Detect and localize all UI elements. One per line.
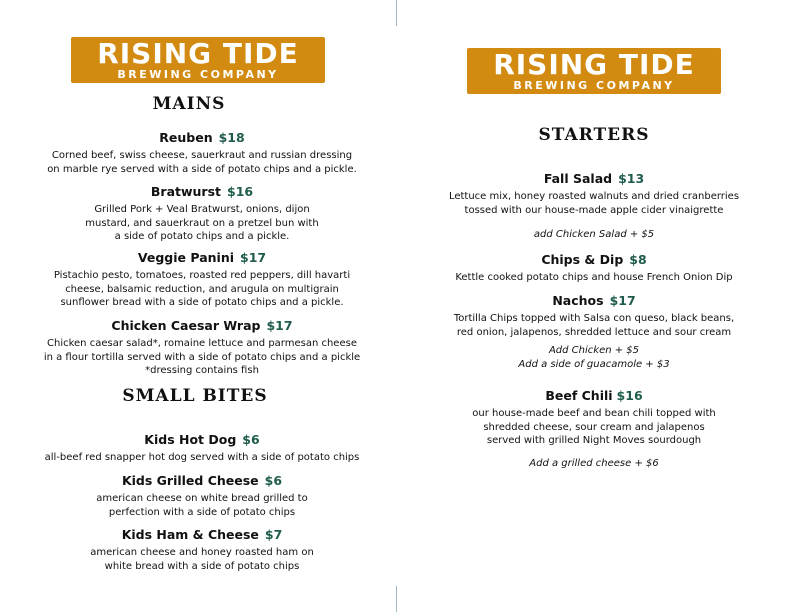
fold-line-top — [396, 0, 397, 26]
menu-item — [414, 388, 774, 448]
brand-logo — [71, 37, 325, 83]
menu-item — [22, 318, 382, 378]
section-title-small-bites: SMALL BITES — [122, 386, 268, 406]
menu-item — [414, 293, 774, 339]
brand-name: RISING TIDE — [97, 37, 299, 70]
item-name: Fall Salad — [543, 171, 613, 186]
item-price: $17 — [240, 250, 267, 265]
add-on-note: add Chicken Salad + $5 — [533, 229, 655, 240]
menu-item — [22, 130, 382, 176]
item-description: Grilled Pork + Veal Bratwurst, onions, dijon mustard, and sauerkraut on a pretzel bun with a side of potato chips and a pickle. — [85, 204, 319, 242]
brand-name: RISING TIDE — [493, 48, 695, 81]
item-price: $13 — [618, 171, 645, 186]
item-name: Chips & Dip — [541, 252, 624, 267]
item-description: Tortilla Chips topped with Salsa con queso, black beans, red onion, jalapenos, shredded lettuce and sour cream — [453, 313, 735, 338]
menu-item — [22, 250, 382, 310]
item-name: Bratwurst — [150, 184, 222, 199]
menu-item — [22, 527, 382, 573]
item-name: Kids Ham & Cheese — [121, 527, 259, 542]
item-description: our house-made beef and bean chili topped with shredded cheese, sour cream and jalapenos served with grilled Night Moves sourdough — [472, 408, 716, 446]
item-name: Beef Chili — [545, 388, 613, 403]
item-name: Reuben — [159, 130, 213, 145]
item-description: Kettle cooked potato chips and house French Onion Dip — [455, 272, 733, 283]
section-title-starters: STARTERS — [538, 125, 650, 145]
item-description: Corned beef, swiss cheese, sauerkraut and russian dressing on marble rye served with a side of potato chips and a pickle. — [47, 150, 357, 175]
item-price: $16 — [227, 184, 254, 199]
item-description: american cheese on white bread grilled to perfection with a side of potato chips — [96, 493, 308, 518]
menu-item — [22, 473, 382, 519]
item-price: $7 — [264, 527, 283, 542]
item-price: $18 — [218, 130, 245, 145]
item-description: Chicken caesar salad*, romaine lettuce and parmesan cheese in a flour tortilla served with a side of potato chips and a pickle *dressing contains fish — [43, 338, 361, 376]
brand-subtitle: BREWING COMPANY — [513, 79, 675, 92]
add-on-note: Add a grilled cheese + $6 — [529, 458, 659, 469]
item-description: all-beef red snapper hot dog served with a side of potato chips — [44, 452, 360, 463]
item-description: Lettuce mix, honey roasted walnuts and dried cranberries tossed with our house-made apple cider vinaigrette — [448, 191, 740, 216]
item-name: Chicken Caesar Wrap — [111, 318, 261, 333]
item-description: american cheese and honey roasted ham on white bread with a side of potato chips — [90, 547, 314, 572]
menu-item — [22, 432, 382, 465]
brand-subtitle: BREWING COMPANY — [117, 68, 279, 81]
item-name: Kids Hot Dog — [144, 432, 237, 447]
item-price: $17 — [609, 293, 636, 308]
item-price: $6 — [242, 432, 260, 447]
add-on-note: Add Chicken + $5 Add a side of guacamole + $3 — [518, 345, 670, 370]
menu-item — [22, 184, 382, 244]
item-price: $16 — [616, 388, 643, 403]
item-price: $6 — [264, 473, 283, 488]
item-description: Pistachio pesto, tomatoes, roasted red peppers, dill havarti cheese, balsamic reduction, and arugula on multigrain sunflower bread with a side of potato chips and a pickle. — [53, 270, 351, 308]
menu-item — [414, 171, 774, 217]
item-price: $17 — [266, 318, 293, 333]
fold-line-bottom — [396, 586, 397, 612]
item-name: Kids Grilled Cheese — [121, 473, 259, 488]
item-price: $8 — [629, 252, 647, 267]
section-title-mains: MAINS — [152, 94, 226, 114]
item-name: Veggie Panini — [137, 250, 234, 265]
brand-logo — [467, 48, 721, 94]
item-name: Nachos — [552, 293, 604, 308]
menu-item — [414, 252, 774, 285]
